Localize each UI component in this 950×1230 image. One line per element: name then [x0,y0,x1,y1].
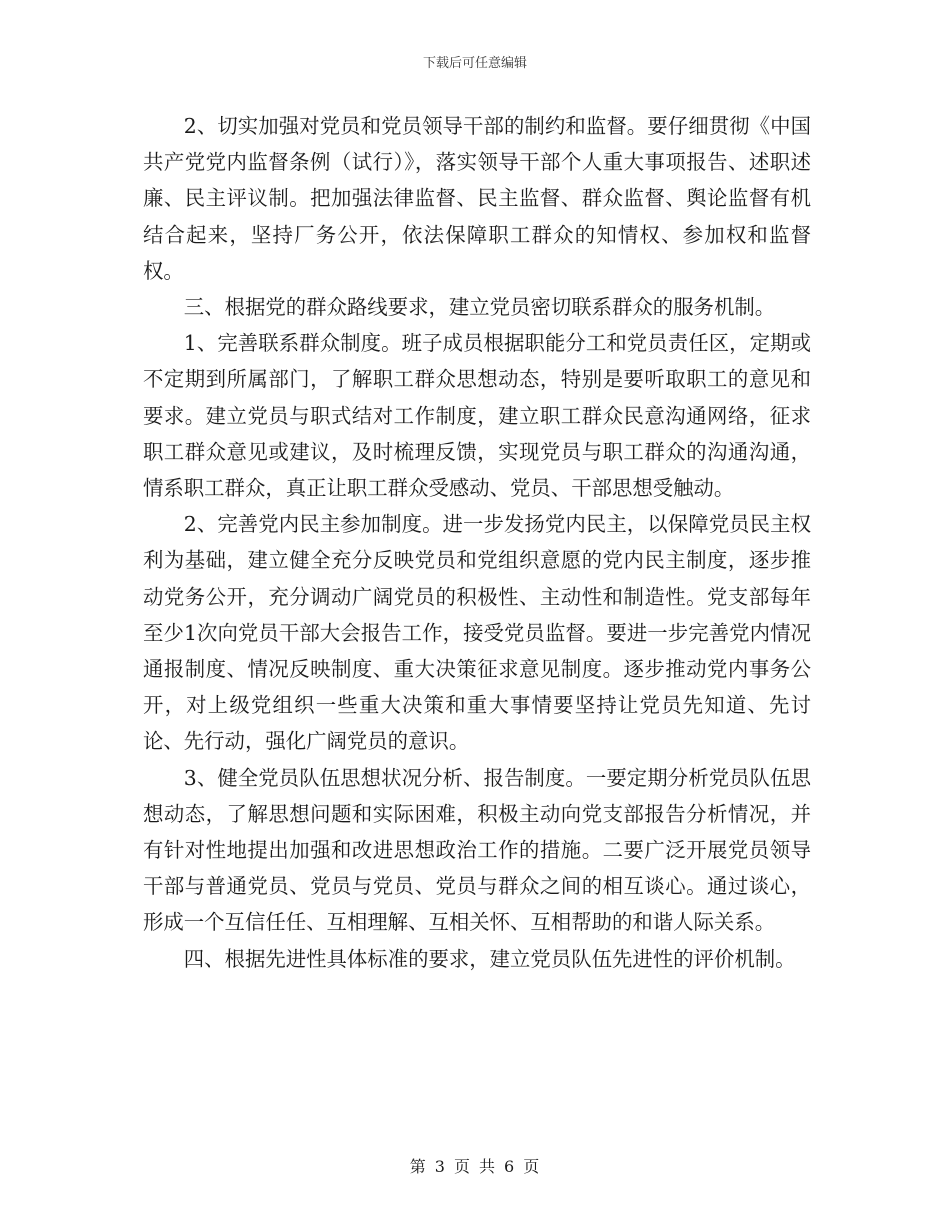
footer-prefix: 第 [409,1157,427,1176]
footer-total-unit: 页 [523,1157,541,1176]
paragraph-inner-party-democracy: 2、完善党内民主参加制度。进一步发扬党内民主，以保障党员民主权利为基础，建立健全充分反映党员和党组织意愿的党内民主制度，逐步推动党务公开，充分调动广阔党员的积极性、主动性和制造性。党支部每年至少1次向党员干部大会报告工作，接受党员监督。要进一步完善党内情况通报制度、情况反映制度、重大决策征求意见制度。逐步推动党内事务公开，对上级党组织一些重大决策和重大事情要坚持让党员先知道、先讨论、先行动，强化广阔党员的意识。 [143,512,811,754]
paragraph-ideology-analysis: 3、健全党员队伍思想状况分析、报告制度。一要定期分析党员队伍思想动态，了解思想问题和实际困难，积极主动向党支部报告分析情况，并有针对性地提出加强和改进思想政治工作的措施。二要广泛开展党员领导干部与普通党员、党员与党员、党员与群众之间的相互谈心。通过谈心，形成一个互信任任、互相理解、互相关怀、互相帮助的和谐人际关系。 [143,765,811,935]
section-heading-evaluation: 四、根据先进性具体标准的要求，建立党员队伍先进性的评价机制。 [183,946,796,971]
section-heading-mass-line: 三、根据党的群众路线要求，建立党员密切联系群众的服务机制。 [183,295,776,320]
footer-total-prefix: 共 [479,1157,497,1176]
page-footer [0,1154,950,1177]
document-body [143,108,811,977]
footer-page-number: 3 [434,1157,446,1176]
footer-page-unit: 页 [453,1157,471,1176]
paragraph-supervision: 2、切实加强对党员和党员领导干部的制约和监督。要仔细贯彻《中国共产党党内监督条例（试行）》，落实领导干部个人重大事项报告、述职述廉、民主评议制。把加强法律监督、民主监督、群众监督、舆论监督有机结合起来，坚持厂务公开，依法保障职工群众的知情权、参加权和监督权。 [143,114,811,283]
footer-total-pages: 6 [504,1157,516,1176]
paragraph-contact-masses: 1、完善联系群众制度。班子成员根据职能分工和党员责任区，定期或不定期到所属部门，了解职工群众思想动态，特别是要听取职工的意见和要求。建立党员与职式结对工作制度，建立职工群众民意沟通网络，征求职工群众意见或建议，及时梳理反馈，实现党员与职工群众的沟通沟通，情系职工群众，真正让职工群众受感动、党员、干部思想受触动。 [143,331,811,501]
page-header-note: 下载后可任意编辑 [422,56,527,71]
